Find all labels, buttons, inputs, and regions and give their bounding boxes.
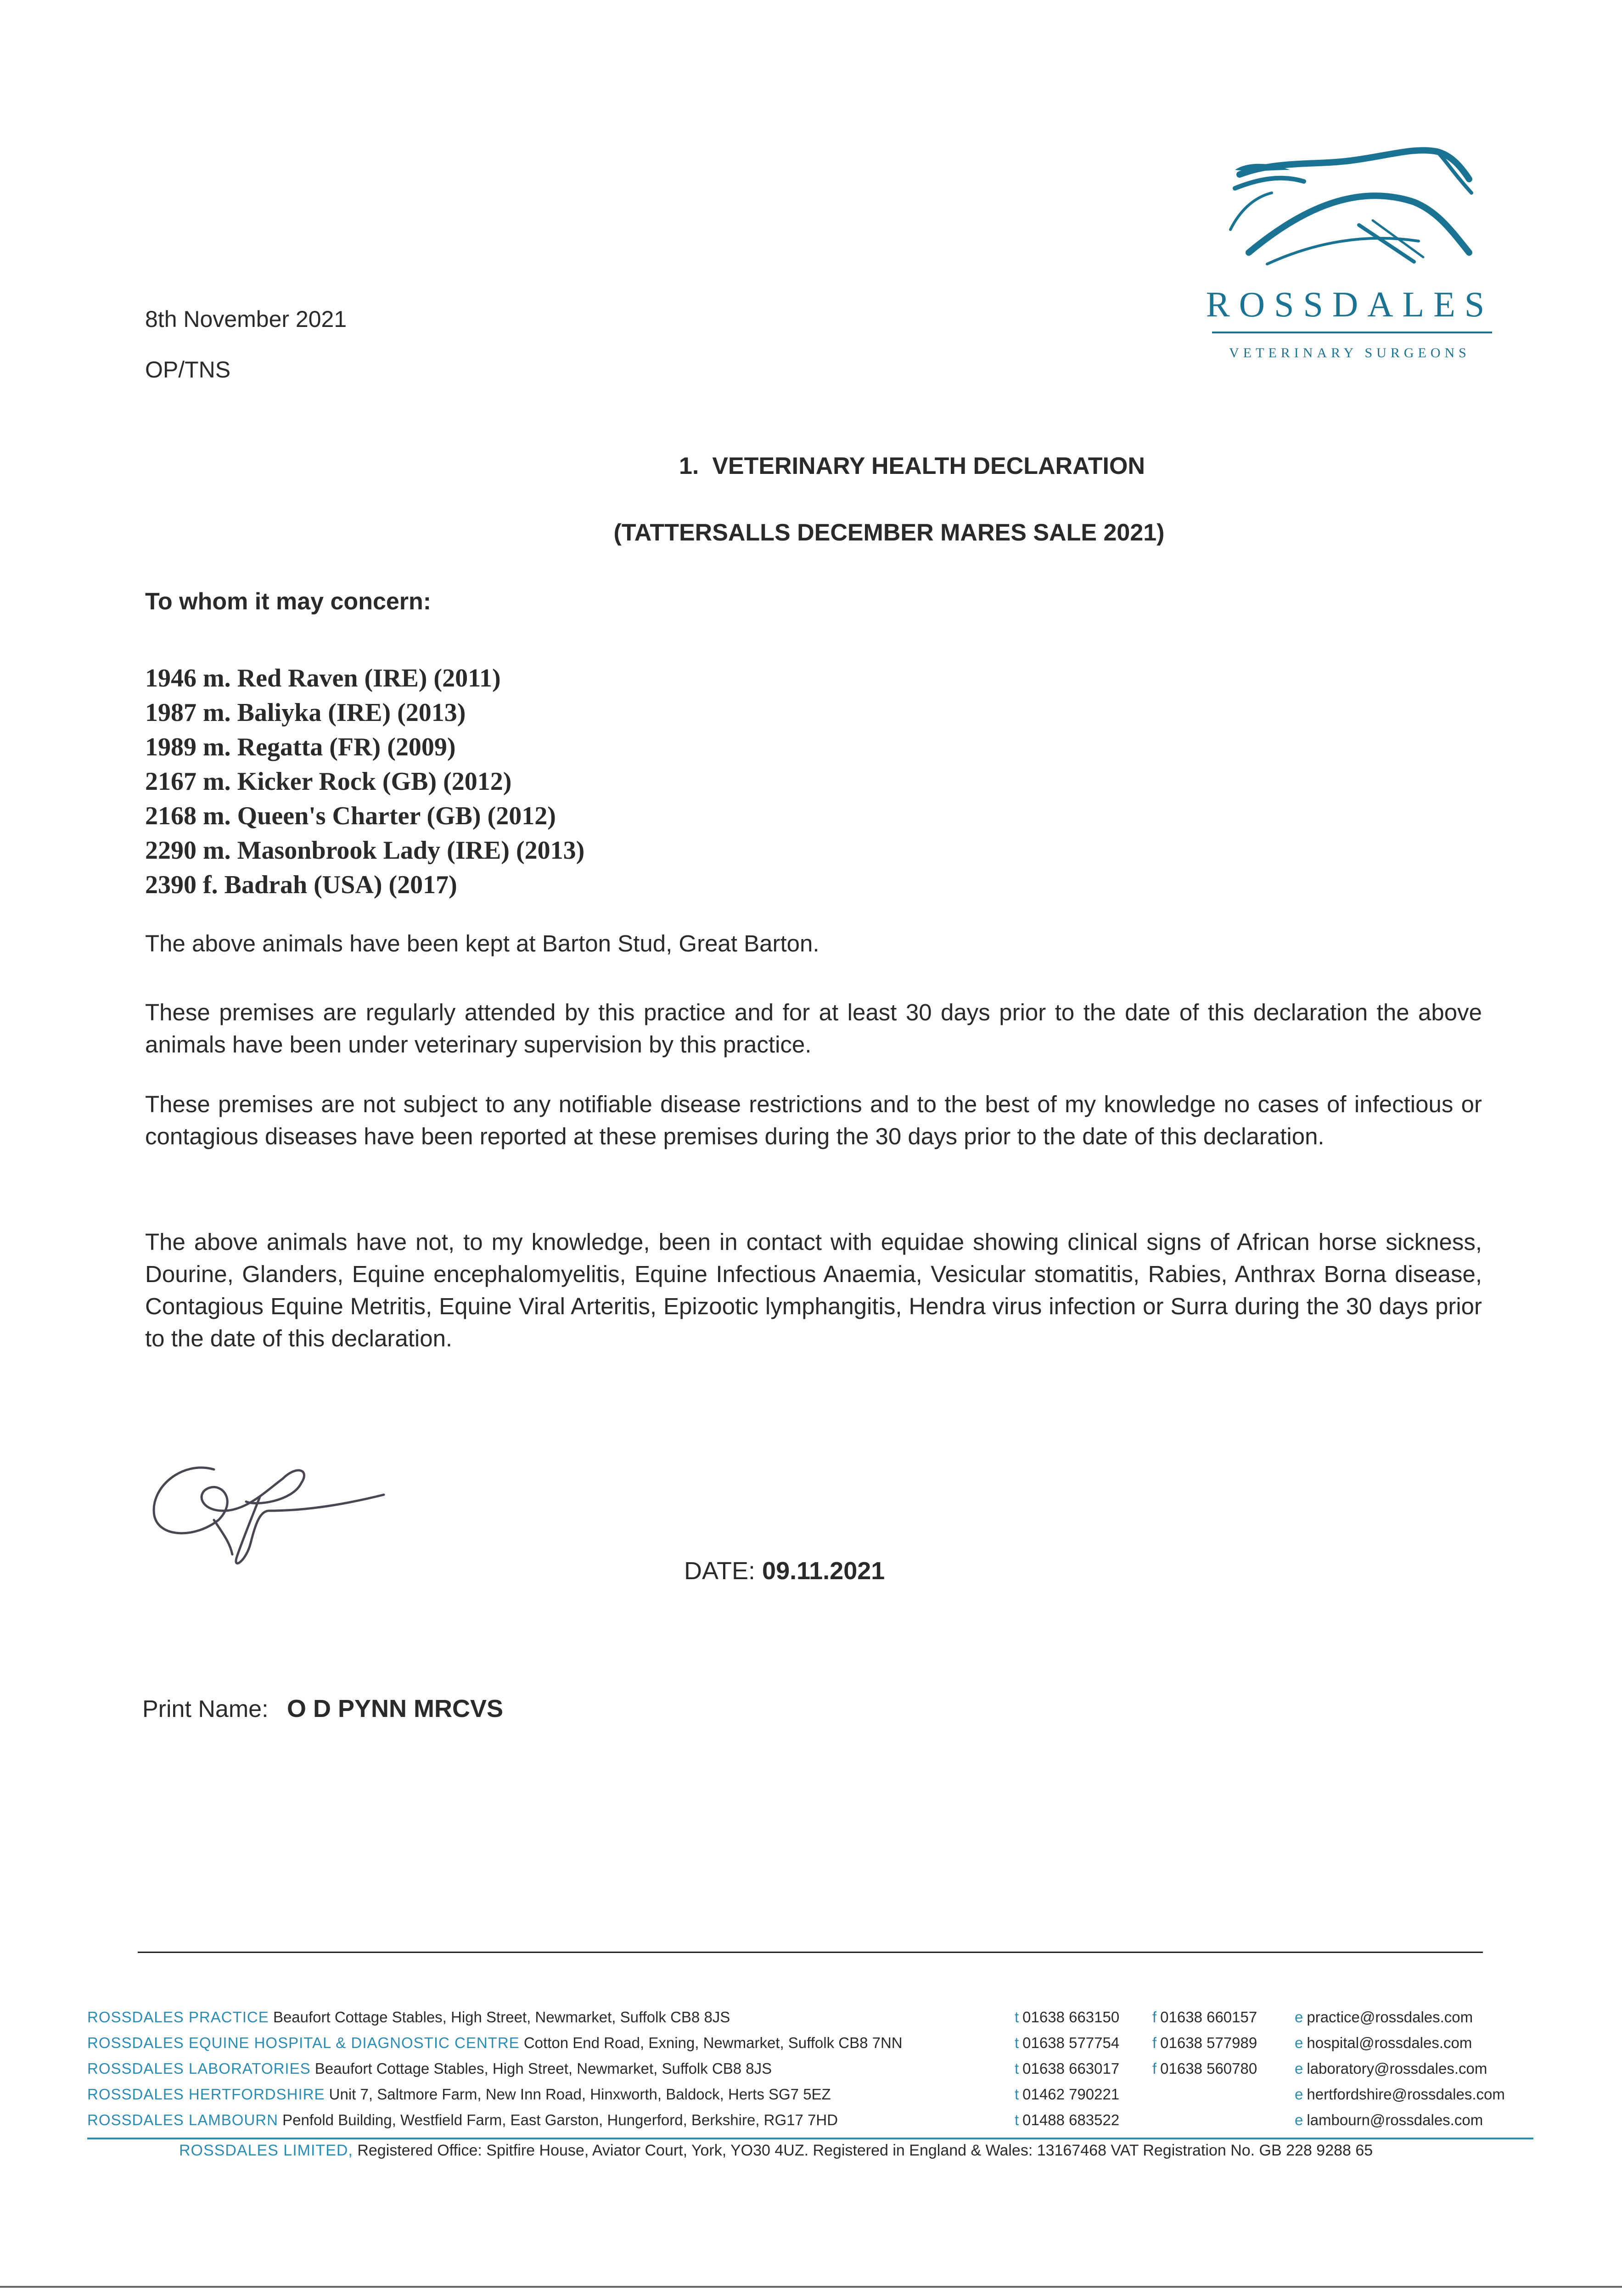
brand-underline bbox=[1212, 332, 1492, 333]
horse-logo-icon bbox=[1221, 142, 1478, 276]
list-item: 1987 m. Baliyka (IRE) (2013) bbox=[145, 698, 466, 727]
signature-icon bbox=[145, 1451, 402, 1570]
date-label: DATE: bbox=[684, 1557, 756, 1585]
list-item: 2168 m. Queen's Charter (GB) (2012) bbox=[145, 802, 556, 830]
office-address: Beaufort Cottage Stables, High Street, Newmarket, Suffolk CB8 8JS bbox=[273, 2009, 730, 2026]
office-phone: 01638 577754 bbox=[1022, 2034, 1120, 2051]
company-name: ROSSDALES LIMITED, bbox=[179, 2142, 353, 2159]
office-phone: 01638 663150 bbox=[1022, 2009, 1120, 2026]
print-name bbox=[142, 1694, 503, 1723]
company-registration bbox=[179, 2142, 1373, 2160]
paragraph-premises: The above animals have been kept at Barton Stud, Great Barton. bbox=[145, 930, 819, 957]
list-item: 2390 f. Badrah (USA) (2017) bbox=[145, 871, 457, 899]
office-phone: 01462 790221 bbox=[1022, 2086, 1120, 2103]
list-item: 2167 m. Kicker Rock (GB) (2012) bbox=[145, 767, 512, 796]
footer-row: ROSSDALES LABORATORIES Beaufort Cottage Stables, High Street, Newmarket, Suffolk CB8 8JS t 01638 663017 f 01638 560780 e laboratory@rossdales.com bbox=[87, 2060, 1487, 2077]
office-name: ROSSDALES LABORATORIES bbox=[87, 2060, 311, 2077]
footer-offices bbox=[87, 2004, 1556, 2133]
footer-row: ROSSDALES LAMBOURN Penfold Building, Westfield Farm, East Garston, Hungerford, Berkshire, RG17 7HD t 01488 683522 e lambourn@rossdales.com bbox=[87, 2111, 1483, 2128]
date-value: 09.11.2021 bbox=[762, 1557, 885, 1585]
office-email[interactable]: hertfordshire@rossdales.com bbox=[1307, 2086, 1505, 2103]
office-phone: 01638 663017 bbox=[1022, 2060, 1120, 2077]
office-email[interactable]: practice@rossdales.com bbox=[1307, 2009, 1473, 2026]
page-edge-line bbox=[0, 2286, 1622, 2288]
footer-accent-rule bbox=[87, 2138, 1533, 2139]
list-item: 1989 m. Regatta (FR) (2009) bbox=[145, 733, 456, 761]
office-address: Penfold Building, Westfield Farm, East Garston, Hungerford, Berkshire, RG17 7HD bbox=[282, 2111, 838, 2128]
print-name-label: Print Name: bbox=[142, 1696, 269, 1722]
office-address: Beaufort Cottage Stables, High Street, Newmarket, Suffolk CB8 8JS bbox=[314, 2060, 772, 2077]
paragraph-restrictions: These premises are not subject to any notifiable disease restrictions and to the best of my knowledge no cases of infectious or contagious diseases have been reported at these premises during the 30 days prior to the date of this declaration. bbox=[145, 1091, 1482, 1149]
paragraph-contact: The above animals have not, to my knowledge, been in contact with equidae showing clinical signs of African horse sickness, Dourine, Glanders, Equine encephalomyelitis, Equine Infectious Anaemia, Vesicular stomatitis, Rabies, Anthrax Borna disease, Contagious Equine Metritis, Equine Viral Arteritis, Epizootic lymphangitis, Hendra virus infection or Surra during the 30 days prior to the date of this declaration. bbox=[145, 1229, 1482, 1351]
brand-name: ROSSDALES bbox=[1206, 284, 1494, 324]
office-email[interactable]: lambourn@rossdales.com bbox=[1307, 2111, 1483, 2128]
office-phone: 01488 683522 bbox=[1022, 2111, 1120, 2128]
print-name-value: O D PYNN MRCVS bbox=[286, 1695, 504, 1722]
letter-reference: OP/TNS bbox=[145, 357, 231, 383]
document-subtitle: (TATTERSALLS DECEMBER MARES SALE 2021) bbox=[613, 519, 1165, 546]
office-name: ROSSDALES PRACTICE bbox=[87, 2009, 269, 2026]
brand-subtitle: VETERINARY SURGEONS bbox=[1229, 345, 1470, 360]
letterhead-logo bbox=[1203, 142, 1497, 361]
office-email[interactable]: hospital@rossdales.com bbox=[1307, 2034, 1472, 2051]
salutation: To whom it may concern: bbox=[145, 588, 432, 615]
office-address: Cotton End Road, Exning, Newmarket, Suffolk CB8 7NN bbox=[523, 2034, 903, 2051]
footer-divider bbox=[138, 1952, 1483, 1953]
declaration-date bbox=[684, 1557, 885, 1585]
letter-meta bbox=[145, 294, 347, 395]
paragraph-supervision: These premises are regularly attended by this practice and for at least 30 days prior to the date of this declaration the above animals have been under veterinary supervision by this practice. bbox=[145, 999, 1482, 1058]
footer-row: ROSSDALES PRACTICE Beaufort Cottage Stables, High Street, Newmarket, Suffolk CB8 8JS t 01638 663150 f 01638 660157 e practice@rossdales.com bbox=[87, 2009, 1473, 2026]
letter-date: 8th November 2021 bbox=[145, 306, 347, 332]
list-item: 1946 m. Red Raven (IRE) (2011) bbox=[145, 664, 501, 692]
office-name: ROSSDALES LAMBOURN bbox=[87, 2111, 278, 2128]
document-title: 1. VETERINARY HEALTH DECLARATION bbox=[679, 453, 1145, 479]
registration-text: Registered Office: Spitfire House, Aviator Court, York, YO30 4UZ. Registered in England & Wales: 13167468 VAT Registration No. GB 228 9288 65 bbox=[357, 2142, 1373, 2159]
footer-row: ROSSDALES HERTFORDSHIRE Unit 7, Saltmore Farm, New Inn Road, Hinxworth, Baldock, Herts SG7 5EZ t 01462 790221 e hertfordshire@rossdales.com bbox=[87, 2086, 1505, 2103]
office-email[interactable]: laboratory@rossdales.com bbox=[1307, 2060, 1487, 2077]
office-name: ROSSDALES HERTFORDSHIRE bbox=[87, 2086, 325, 2103]
office-fax: 01638 577989 bbox=[1160, 2034, 1257, 2051]
office-fax: 01638 560780 bbox=[1160, 2060, 1257, 2077]
office-fax: 01638 660157 bbox=[1160, 2009, 1257, 2026]
list-item: 2290 m. Masonbrook Lady (IRE) (2013) bbox=[145, 836, 585, 865]
office-name: ROSSDALES EQUINE HOSPITAL & DIAGNOSTIC CENTRE bbox=[87, 2034, 520, 2051]
signature bbox=[145, 1451, 402, 1573]
office-address: Unit 7, Saltmore Farm, New Inn Road, Hinxworth, Baldock, Herts SG7 5EZ bbox=[329, 2086, 831, 2103]
horse-list bbox=[145, 661, 584, 902]
footer-row: ROSSDALES EQUINE HOSPITAL & DIAGNOSTIC CENTRE Cotton End Road, Exning, Newmarket, Suffolk CB8 7NN t 01638 577754 f 01638 577989 e hospital@rossdales.com bbox=[87, 2034, 1472, 2051]
